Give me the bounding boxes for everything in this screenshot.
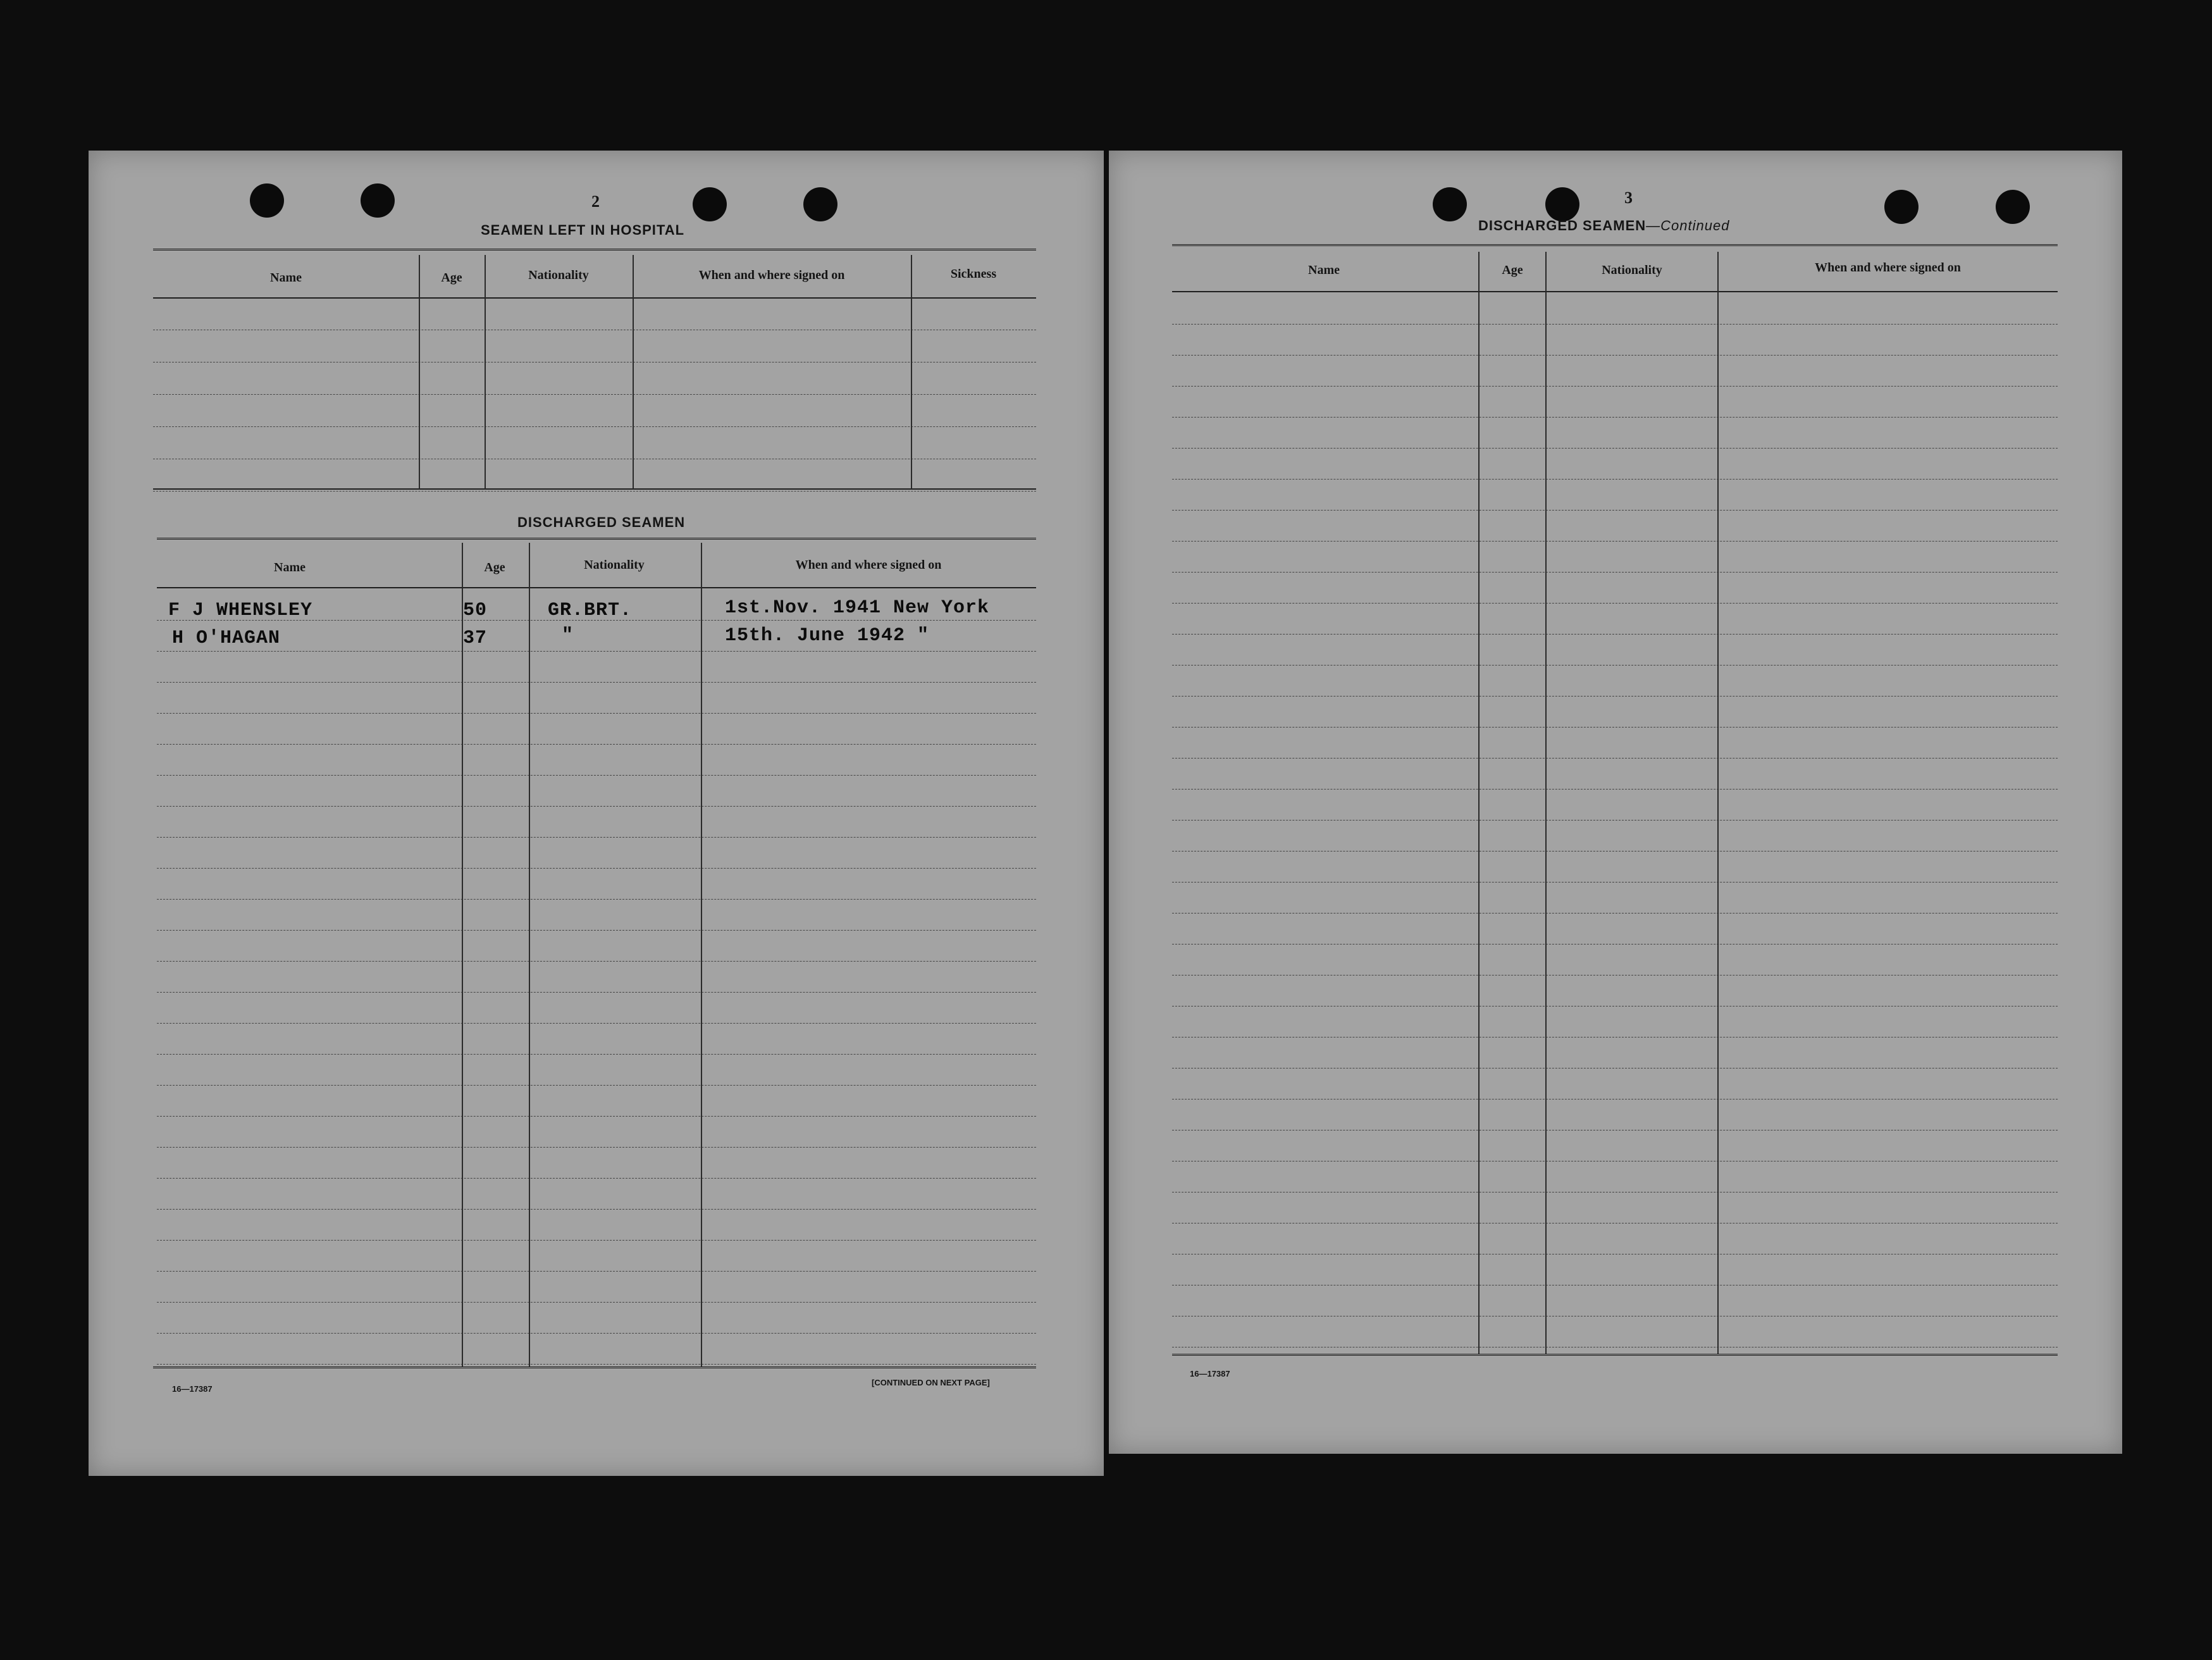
row-line xyxy=(157,1333,1036,1334)
hospital-col-name: Name xyxy=(270,271,302,285)
hospital-col-divider xyxy=(419,255,420,489)
punch-hole xyxy=(803,187,837,221)
seaman-name: H O'HAGAN xyxy=(172,628,281,649)
row-line xyxy=(1172,572,2058,573)
row-line xyxy=(157,961,1036,962)
row-line xyxy=(1172,944,2058,945)
row-line xyxy=(157,682,1036,683)
row-line xyxy=(1172,479,2058,480)
right-top-rule xyxy=(1172,244,2058,249)
row-line xyxy=(157,837,1036,838)
page-number: 3 xyxy=(1624,189,1633,207)
row-line xyxy=(157,930,1036,931)
right-col-nationality: Nationality xyxy=(1602,263,1662,277)
row-line xyxy=(1172,355,2058,356)
right-header-rule xyxy=(1172,291,2058,292)
hospital-col-divider xyxy=(485,255,486,489)
row-line xyxy=(1172,448,2058,449)
row-line xyxy=(1172,820,2058,821)
right-col-name: Name xyxy=(1308,263,1340,277)
discharged-header-rule xyxy=(157,587,1036,588)
row-line xyxy=(1172,1006,2058,1007)
hospital-row-line xyxy=(153,491,1036,492)
row-line xyxy=(1172,975,2058,976)
row-line xyxy=(157,806,1036,807)
punch-hole xyxy=(361,183,395,218)
row-line xyxy=(1172,882,2058,883)
row-line xyxy=(1172,851,2058,852)
row-line xyxy=(157,620,1036,621)
row-line xyxy=(1172,603,2058,604)
seaman-nationality: GR.BRT. xyxy=(548,600,633,621)
discharged-col-name: Name xyxy=(274,561,306,574)
hospital-bottom-rule xyxy=(153,488,1036,490)
hospital-col-divider xyxy=(911,255,912,489)
punch-hole xyxy=(693,187,727,221)
right-bottom-rule xyxy=(1172,1354,2058,1358)
row-line xyxy=(1172,913,2058,914)
row-line xyxy=(157,868,1036,869)
discharged-col-divider xyxy=(462,543,463,1366)
row-line xyxy=(1172,696,2058,697)
row-line xyxy=(1172,510,2058,511)
row-line xyxy=(157,1023,1036,1024)
punch-hole xyxy=(1884,190,1919,224)
right-col-divider xyxy=(1545,252,1547,1354)
row-line xyxy=(157,1085,1036,1086)
row-line xyxy=(157,713,1036,714)
row-line xyxy=(1172,541,2058,542)
right-page xyxy=(1109,151,2122,1454)
page-number: 2 xyxy=(591,192,600,211)
hospital-col-nationality: Nationality xyxy=(528,268,589,282)
row-line xyxy=(157,1054,1036,1055)
punch-hole xyxy=(1996,190,2030,224)
row-line xyxy=(1172,665,2058,666)
row-line xyxy=(1172,1037,2058,1038)
seaman-signed-on: 15th. June 1942 " xyxy=(725,625,930,647)
right-col-age: Age xyxy=(1502,263,1523,277)
hospital-top-rule xyxy=(153,249,1036,253)
seaman-signed-on: 1st.Nov. 1941 New York xyxy=(725,597,990,619)
row-line xyxy=(1172,634,2058,635)
row-line xyxy=(1172,758,2058,759)
hospital-col-divider xyxy=(633,255,634,489)
row-line xyxy=(1172,789,2058,790)
discharged-col-divider xyxy=(529,543,530,1366)
row-line xyxy=(1172,324,2058,325)
punch-hole xyxy=(250,183,284,218)
row-line xyxy=(157,1364,1036,1365)
seaman-age: 50 xyxy=(463,600,488,621)
row-line xyxy=(1172,417,2058,418)
discharged-col-age: Age xyxy=(484,561,505,574)
hospital-col-age: Age xyxy=(441,271,462,285)
row-line xyxy=(1172,386,2058,387)
left-page xyxy=(89,151,1104,1476)
row-line xyxy=(157,1209,1036,1210)
row-line xyxy=(157,1240,1036,1241)
punch-hole xyxy=(1545,187,1579,221)
hospital-col-signed-on: When and where signed on xyxy=(698,268,845,282)
row-line xyxy=(157,899,1036,900)
hospital-row-line xyxy=(153,426,1036,427)
row-line xyxy=(157,1178,1036,1179)
hospital-row-line xyxy=(153,394,1036,395)
row-line xyxy=(1172,727,2058,728)
right-col-divider xyxy=(1717,252,1719,1354)
punch-hole xyxy=(1433,187,1467,221)
row-line xyxy=(157,1147,1036,1148)
discharged-col-signed-on: When and where signed on xyxy=(795,558,942,572)
form-code: 16—17387 xyxy=(172,1384,213,1394)
continued-note: [CONTINUED ON NEXT PAGE] xyxy=(872,1378,990,1387)
row-line xyxy=(157,1302,1036,1303)
seaman-name: F J WHENSLEY xyxy=(168,600,313,621)
discharged-continued-title xyxy=(1478,218,1729,234)
row-line xyxy=(157,1116,1036,1117)
seaman-age: 37 xyxy=(463,628,488,649)
right-col-signed-on: When and where signed on xyxy=(1815,261,1961,275)
seaman-nationality: " xyxy=(562,625,574,647)
right-col-divider xyxy=(1478,252,1480,1354)
row-line xyxy=(157,992,1036,993)
discharged-bottom-rule xyxy=(153,1366,1036,1371)
row-line xyxy=(157,775,1036,776)
hospital-col-sickness: Sickness xyxy=(950,267,997,281)
hospital-header-rule xyxy=(153,297,1036,299)
hospital-section-title: SEAMEN LEFT IN HOSPITAL xyxy=(481,222,685,238)
form-code: 16—17387 xyxy=(1190,1369,1230,1378)
row-line xyxy=(157,651,1036,652)
title-main: DISCHARGED SEAMEN xyxy=(1478,218,1647,233)
row-line xyxy=(157,744,1036,745)
discharged-section-title: DISCHARGED SEAMEN xyxy=(517,514,686,530)
discharged-col-nationality: Nationality xyxy=(584,558,645,572)
title-continued: —Continued xyxy=(1646,218,1730,233)
row-line xyxy=(157,1271,1036,1272)
discharged-top-rule xyxy=(157,538,1036,542)
discharged-col-divider xyxy=(701,543,702,1366)
